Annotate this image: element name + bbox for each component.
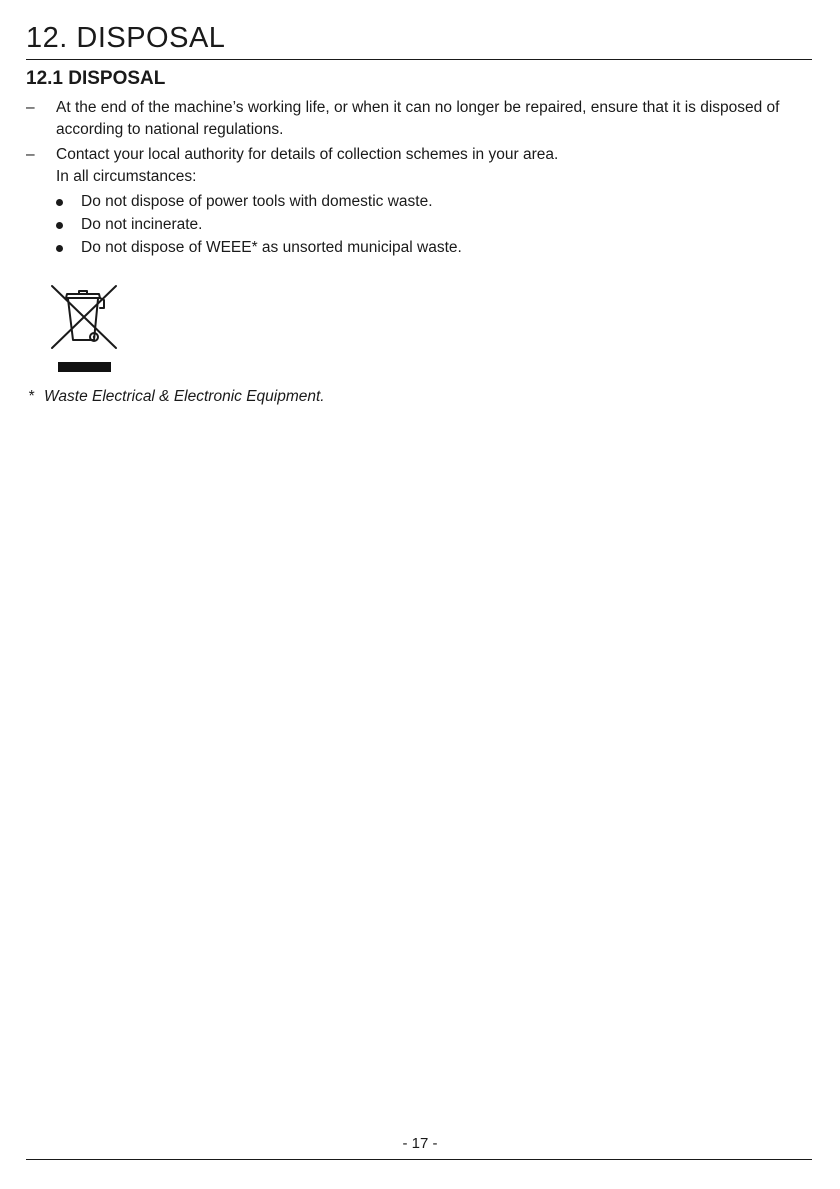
dash-marker: – <box>26 99 35 116</box>
crossed-out-wheelie-bin-icon <box>46 282 122 376</box>
dash-item <box>26 144 812 166</box>
footnote <box>28 388 325 406</box>
page-number: - 17 - <box>402 1135 438 1152</box>
dash-item-text: At the end of the machine’s working life, or when it can no longer be repaired, ensure that it is disposed of according to national regulations. <box>56 99 780 138</box>
bullet-item <box>56 214 203 236</box>
weee-symbol <box>46 282 122 381</box>
chapter-title-rule <box>26 59 812 60</box>
bullet-dot-icon <box>56 199 63 206</box>
footnote-text: Waste Electrical & Electronic Equipment. <box>44 388 325 405</box>
circumstances-intro: In all circumstances: <box>56 168 197 185</box>
section-title: 12.1 DISPOSAL <box>26 68 166 89</box>
dash-marker: – <box>26 146 35 163</box>
bullet-text: Do not incinerate. <box>81 216 203 233</box>
bullet-text: Do not dispose of WEEE* as unsorted municipal waste. <box>81 239 462 256</box>
dash-item <box>26 97 812 141</box>
bullet-item <box>56 237 462 259</box>
dash-item-text: Contact your local authority for details of collection schemes in your area. <box>56 146 559 163</box>
bullet-item <box>56 191 433 213</box>
bullet-dot-icon <box>56 222 63 229</box>
footnote-marker: * <box>28 388 35 405</box>
bullet-text: Do not dispose of power tools with domestic waste. <box>81 193 433 210</box>
footer-rule <box>26 1159 812 1160</box>
chapter-title: 12. DISPOSAL <box>26 22 226 54</box>
bullet-dot-icon <box>56 245 63 252</box>
